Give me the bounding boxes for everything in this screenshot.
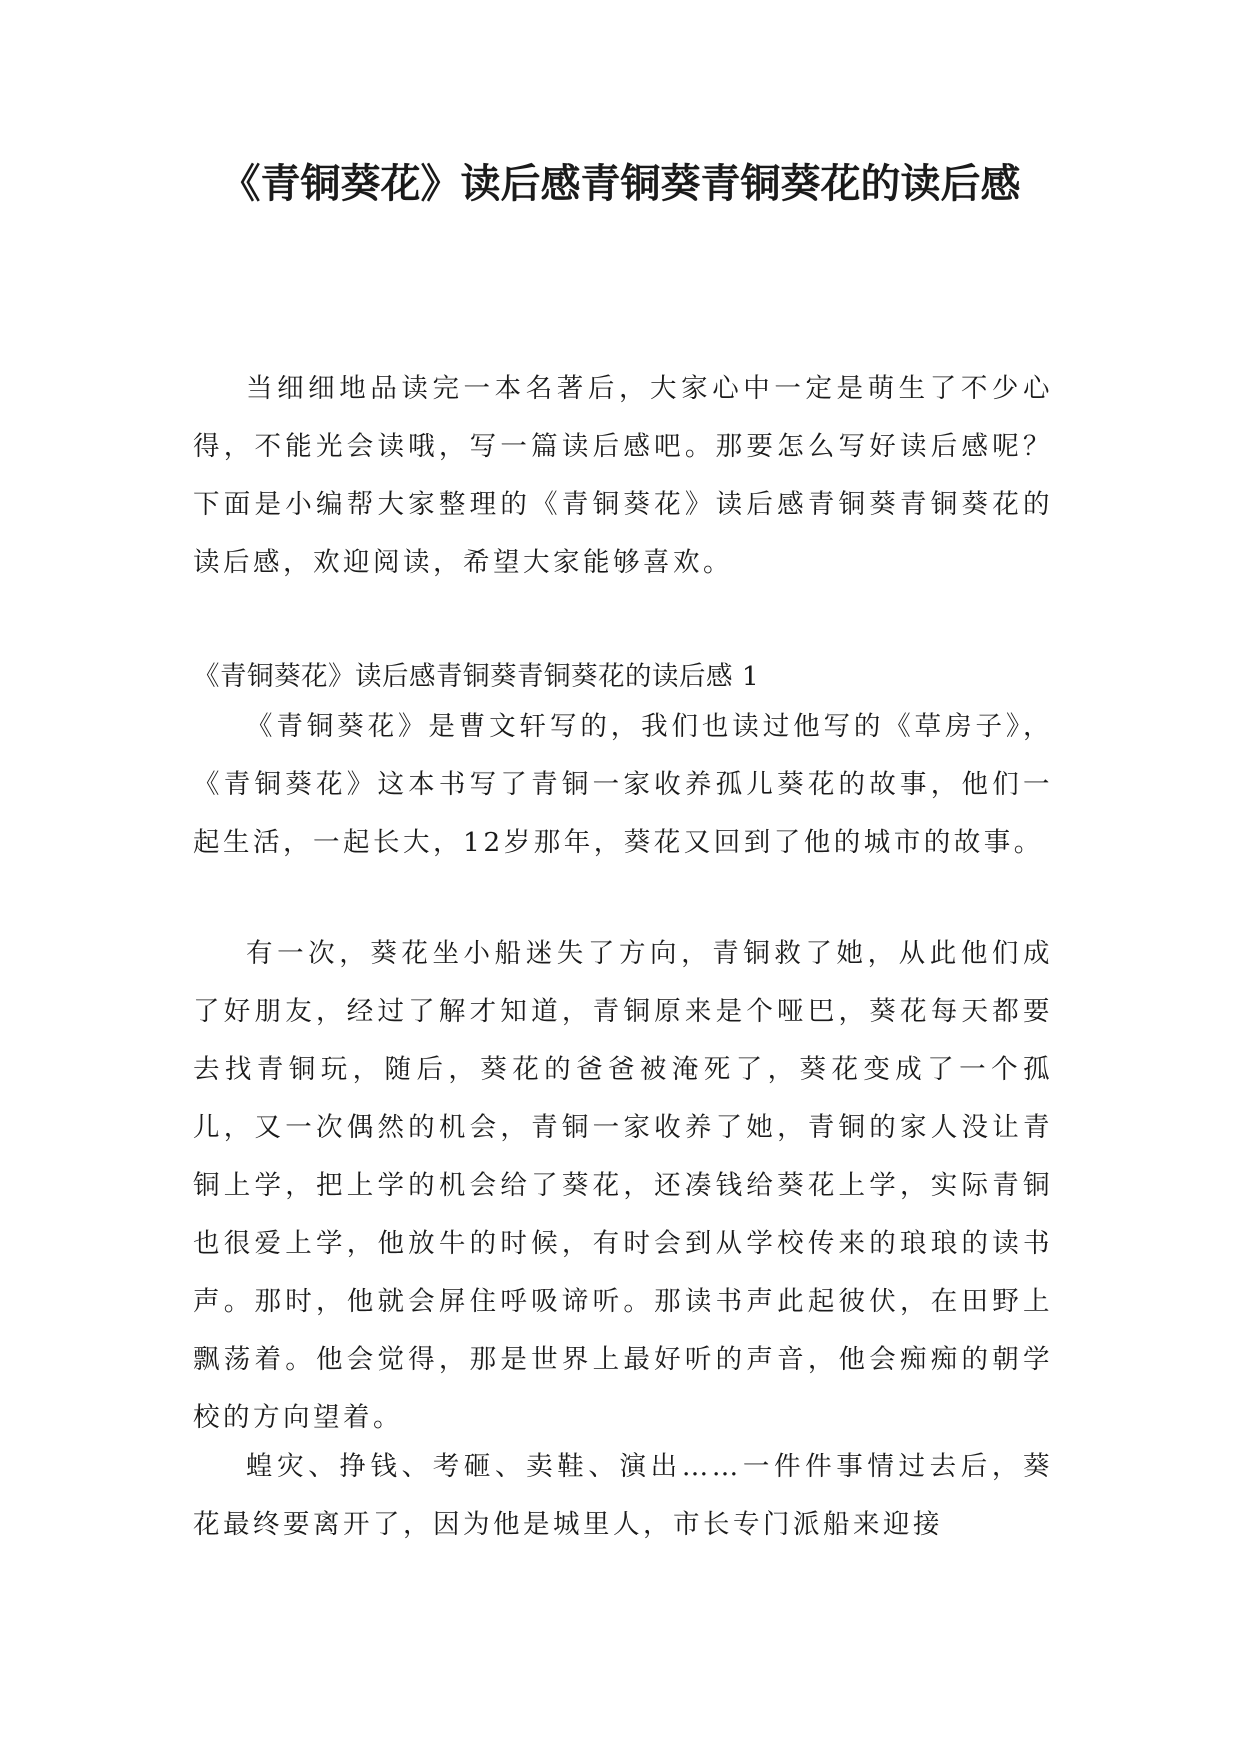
body-paragraph: 有一次，葵花坐小船迷失了方向，青铜救了她，从此他们成了好朋友，经过了解才知道，青铜原来是个哑巴，葵花每天都要去找青铜玩，随后，葵花的爸爸被淹死了，葵花变成了一个孤儿，又一次偶然的机会，青铜一家收养了她，青铜的家人没让青铜上学，把上学的机会给了葵花，还凑钱给葵花上学，实际青铜也很爱上学，他放牛的时候，有时会到从学校传来的琅琅的读书声。那时，他就会屏住呼吸谛听。那读书声此起彼伏，在田野上飘荡着。他会觉得，那是世界上最好听的声音，他会痴痴的朝学校的方向望着。: [193, 938, 1053, 1433]
intro-paragraph: 当细细地品读完一本名著后，大家心中一定是萌生了不少心得，不能光会读哦，写一篇读后感吧。那要怎么写好读后感呢？下面是小编帮大家整理的《青铜葵花》读后感青铜葵青铜葵花的读后感，欢迎阅读，希望大家能够喜欢。: [193, 373, 1053, 578]
body-paragraph: 《青铜葵花》是曹文轩写的，我们也读过他写的《草房子》，《青铜葵花》这本书写了青铜一家收养孤儿葵花的故事，他们一起生活，一起长大，12岁那年，葵花又回到了他的城市的故事。: [193, 711, 1053, 858]
section-heading: 《青铜葵花》读后感青铜葵青铜葵花的读后感 1: [193, 661, 760, 692]
body-paragraph: 蝗灾、挣钱、考砸、卖鞋、演出……一件件事情过去后，葵花最终要离开了，因为他是城里人，市长专门派船来迎接: [193, 1451, 1053, 1540]
document-title: 《青铜葵花》读后感青铜葵青铜葵花的读后感: [220, 161, 1021, 207]
